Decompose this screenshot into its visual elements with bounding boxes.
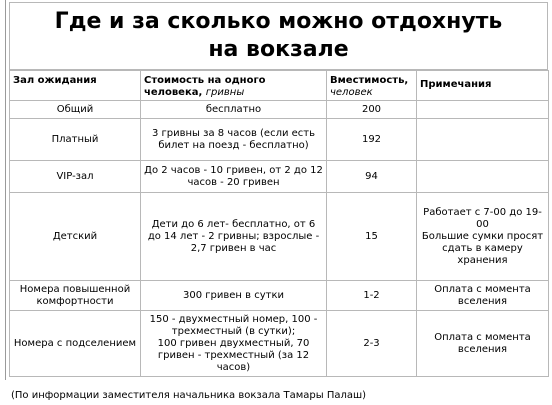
header-cost-unit: гривны <box>205 87 245 98</box>
cell-cost: 150 - двухместный номер, 100 - трехместный (в сутки); 100 гривен двухместный, 70 гривен - трехместный (за 12 часов) <box>141 311 327 377</box>
cell-hall: Номера повышенной комфортности <box>10 281 141 311</box>
cell-hall: Номера с подселением <box>10 311 141 377</box>
header-capacity <box>327 71 417 101</box>
cell-notes <box>417 119 549 161</box>
header-hall <box>10 71 141 101</box>
header-capacity-unit: человек <box>330 87 373 98</box>
header-notes <box>417 71 549 101</box>
cell-capacity: 200 <box>327 101 417 119</box>
header-hall-label: Зал ожидания <box>13 75 97 86</box>
document-frame <box>3 0 550 405</box>
cell-cost: Дети до 6 лет- бесплатно, от 6 до 14 лет - 2 гривны; взрослые - 2,7 гривен в час <box>141 193 327 281</box>
cell-cost: 3 гривны за 8 часов (если есть билет на поезд - бесплатно) <box>141 119 327 161</box>
cell-notes <box>417 161 549 193</box>
table-row <box>10 311 549 377</box>
cell-cost: бесплатно <box>141 101 327 119</box>
table-row <box>10 101 549 119</box>
table-row <box>10 119 549 161</box>
cell-notes <box>417 101 549 119</box>
cell-notes: Оплата с момента вселения <box>417 311 549 377</box>
cell-hall: Платный <box>10 119 141 161</box>
source-footnote: (По информации заместителя начальника вокзала Тамары Палаш) <box>11 390 367 401</box>
cell-cost: До 2 часов - 10 гривен, от 2 до 12 часов - 20 гривен <box>141 161 327 193</box>
cell-capacity: 94 <box>327 161 417 193</box>
cell-hall: Общий <box>10 101 141 119</box>
left-divider <box>5 0 6 380</box>
table-header-row <box>10 71 549 101</box>
table-row <box>10 161 549 193</box>
cell-capacity: 15 <box>327 193 417 281</box>
cell-hall: Детский <box>10 193 141 281</box>
page-title: Где и за сколько можно отдохнуть на вокзале <box>54 9 503 62</box>
cell-capacity: 1-2 <box>327 281 417 311</box>
table-row <box>10 281 549 311</box>
cell-capacity: 192 <box>327 119 417 161</box>
header-cost-label: Стоимость на одного человека, <box>144 75 266 98</box>
header-capacity-label: Вместимость, <box>330 75 409 86</box>
table-row <box>10 193 549 281</box>
cell-cost: 300 гривен в сутки <box>141 281 327 311</box>
cell-notes: Работает с 7-00 до 19-00 Большие сумки просят сдать в камеру хранения <box>417 193 549 281</box>
cell-hall: VIP-зал <box>10 161 141 193</box>
price-table <box>9 70 549 377</box>
cell-capacity: 2-3 <box>327 311 417 377</box>
header-cost <box>141 71 327 101</box>
cell-notes: Оплата с момента вселения <box>417 281 549 311</box>
title-box <box>9 2 548 70</box>
header-notes-label: Примечания <box>420 79 492 90</box>
